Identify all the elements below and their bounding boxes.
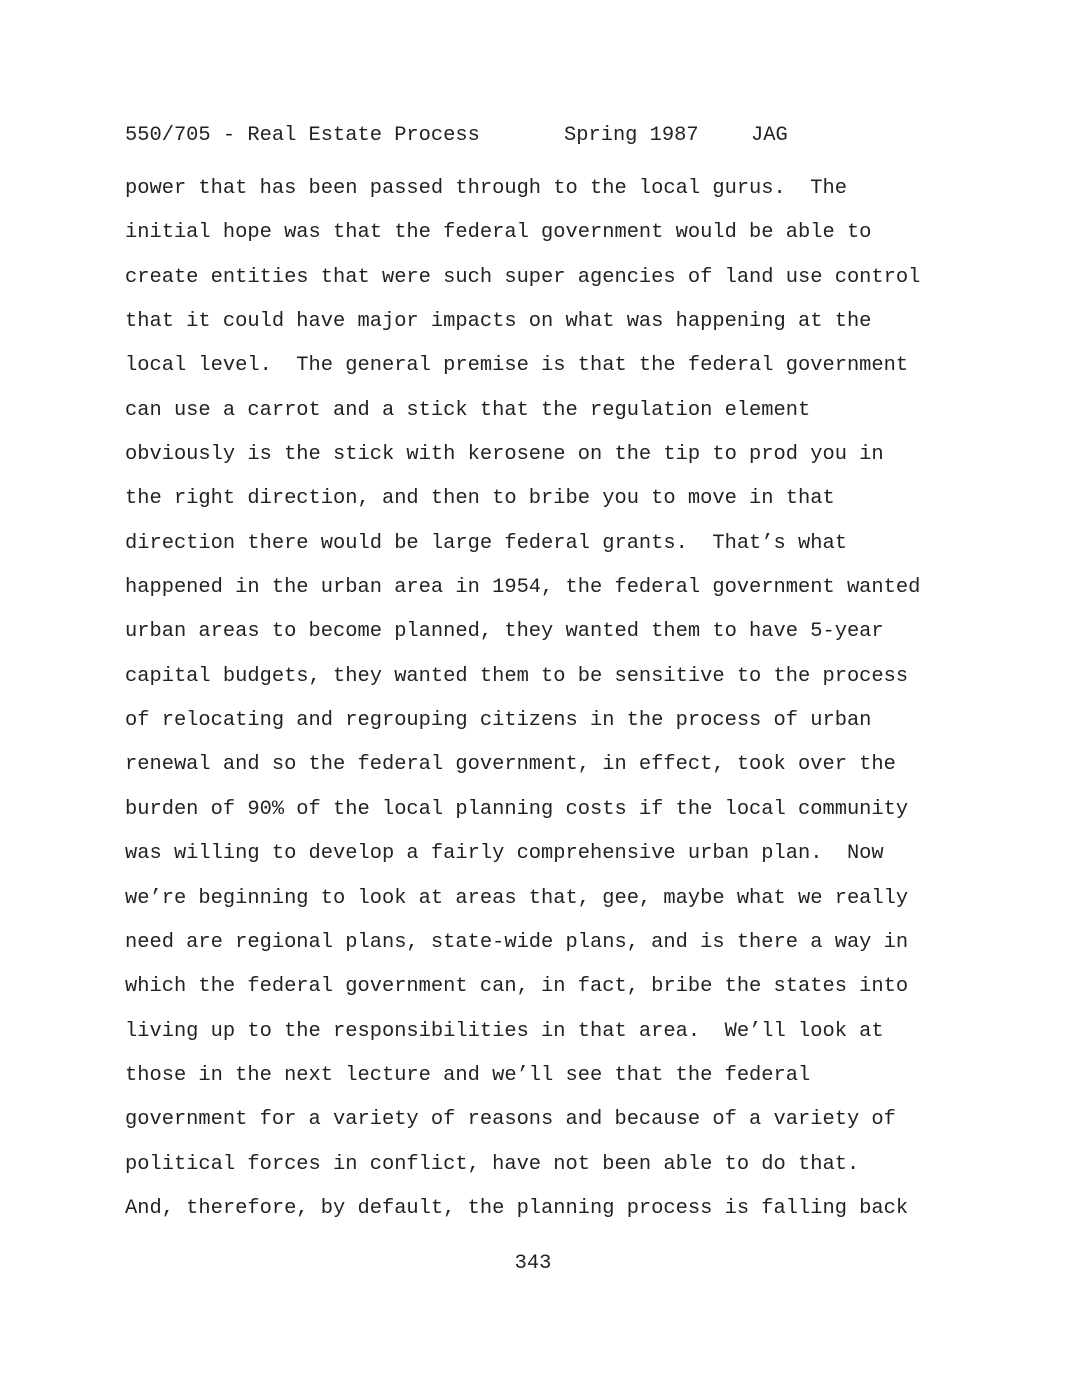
text-line: direction there would be large federal grants. That’s what [125, 531, 847, 555]
body-text [125, 167, 920, 1231]
text-line: of relocating and regrouping citizens in the process of urban [125, 709, 872, 733]
text-line: create entities that were such super agencies of land use control [125, 265, 921, 289]
running-header [125, 122, 788, 150]
text-line: obviously is the stick with kerosene on the tip to prod you in [125, 443, 884, 467]
text-line: those in the next lecture and we’ll see that the federal [125, 1063, 811, 1087]
text-line: which the federal government can, in fact, bribe the states into [125, 975, 909, 999]
text-line: burden of 90% of the local planning costs if the local community [125, 797, 909, 821]
text-line: And, therefore, by default, the planning process is falling back [125, 1196, 909, 1220]
text-line: we’re beginning to look at areas that, gee, maybe what we really [125, 886, 909, 910]
text-line: political forces in conflict, have not been able to do that. [125, 1152, 860, 1176]
text-line: renewal and so the federal government, in effect, took over the [125, 753, 896, 777]
header-course-title: 550/705 - Real Estate Process [125, 124, 480, 147]
text-line: government for a variety of reasons and because of a variety of [125, 1108, 896, 1132]
header-term: Spring 1987 [564, 124, 699, 147]
text-line: living up to the responsibilities in that area. We’ll look at [125, 1019, 884, 1043]
text-line: initial hope was that the federal government would be able to [125, 221, 872, 245]
text-line: can use a carrot and a stick that the regulation element [125, 398, 811, 422]
text-line: power that has been passed through to the local gurus. The [125, 177, 847, 200]
text-line: happened in the urban area in 1954, the federal government wanted [125, 576, 921, 600]
text-line: was willing to develop a fairly comprehensive urban plan. Now [125, 842, 884, 866]
header-initials: JAG [751, 124, 788, 147]
text-line: capital budgets, they wanted them to be sensitive to the process [125, 664, 909, 688]
text-line: that it could have major impacts on what was happening at the [125, 310, 872, 334]
text-line: local level. The general premise is that the federal government [125, 354, 909, 378]
text-line: the right direction, and then to bribe you to move in that [125, 487, 835, 511]
text-line: urban areas to become planned, they wanted them to have 5-year [125, 620, 884, 644]
text-line: need are regional plans, state-wide plans, and is there a way in [125, 930, 909, 954]
page-number: 343 [514, 1252, 552, 1275]
